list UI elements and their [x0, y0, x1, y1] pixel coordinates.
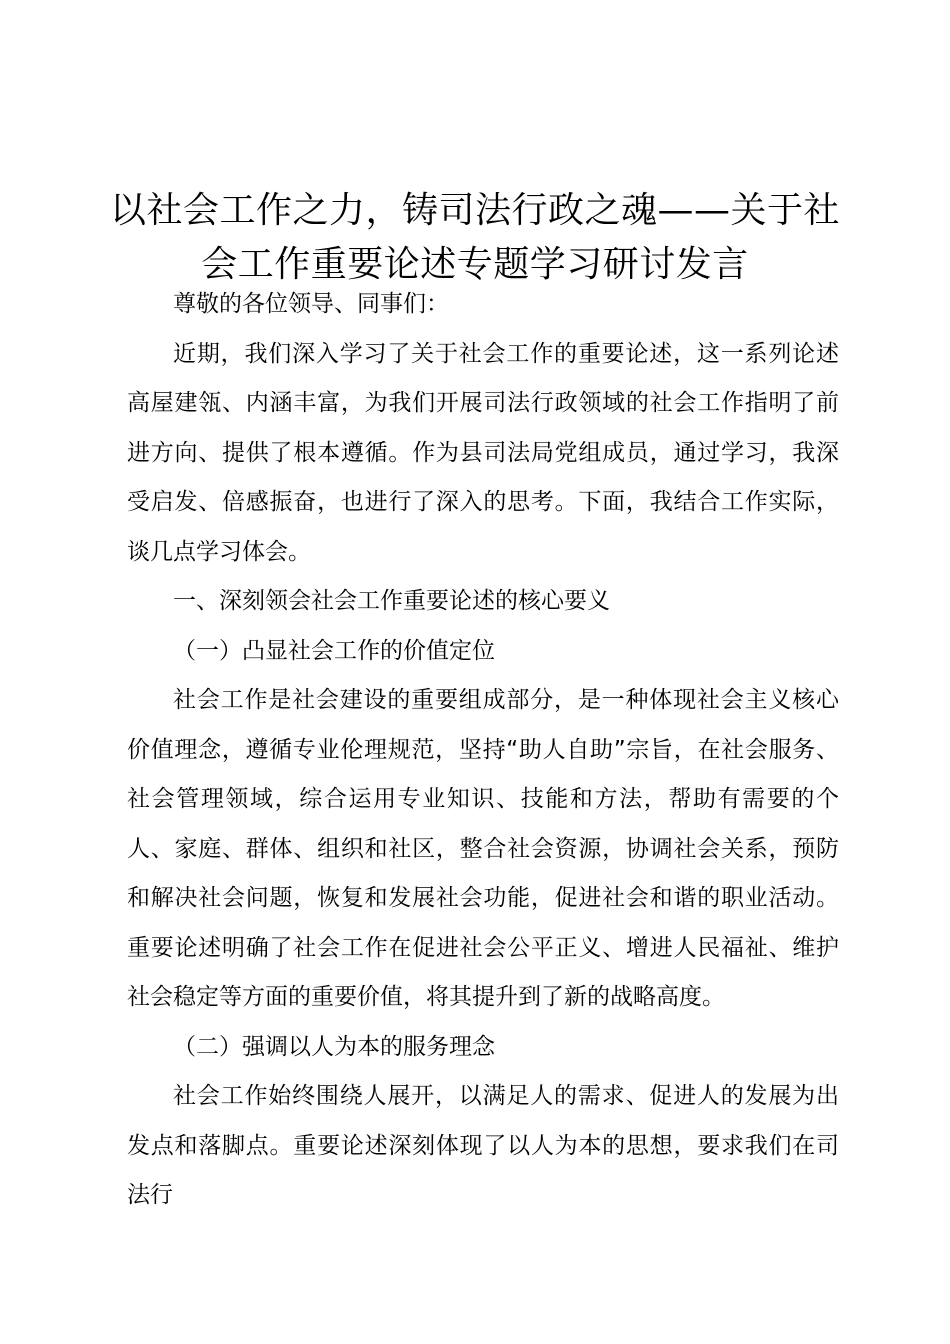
document-body	[127, 280, 839, 1221]
intro-paragraph: 近期，我们深入学习了关于社会工作的重要论述，这一系列论述高屋建瓴、内涵丰富，为我们开展司法行政领域的社会工作指明了前进方向、提供了根本遵循。作为县司法局党组成员，通过学习，我深受启发、倍感振奋，也进行了深入的思考。下面，我结合工作实际，谈几点学习体会。	[127, 340, 839, 565]
section-heading-1: 一、深刻领会社会工作重要论述的核心要义	[173, 588, 610, 614]
salutation: 尊敬的各位领导、同事们：	[173, 291, 449, 317]
subsection-body-1: 社会工作是社会建设的重要组成部分，是一种体现社会主义核心价值理念，遵循专业伦理规范，坚持“助人自助”宗旨，在社会服务、社会管理领域，综合运用专业知识、技能和方法，帮助有需要的个人、家庭、群体、组织和社区，整合社会资源，协调社会关系，预防和解决社会问题，恢复和发展社会功能，促进社会和谐的职业活动。重要论述明确了社会工作在促进社会公平正义、增进人民福祉、维护社会稳定等方面的重要价值，将其提升到了新的战略高度。	[127, 687, 839, 1010]
document-title: 以社会工作之力，铸司法行政之魂——关于社会工作重要论述专题学习研讨发言	[110, 190, 841, 285]
subsection-heading-1: （一）凸显社会工作的价值定位	[173, 637, 495, 664]
subsection-body-2: 社会工作始终围绕人展开，以满足人的需求、促进人的发展为出发点和落脚点。重要论述深刻体现了以人为本的思想，要求我们在司法行	[127, 1083, 839, 1208]
subsection-heading-2: （二）强调以人为本的服务理念	[173, 1033, 495, 1060]
